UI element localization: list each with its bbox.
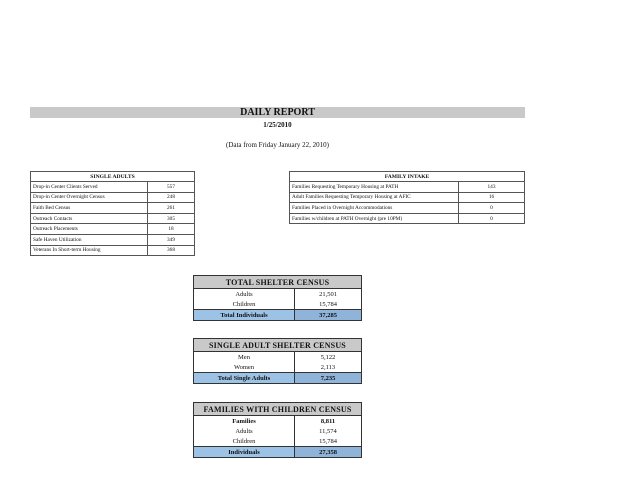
table-row <box>31 213 195 224</box>
total-shelter-census-table <box>193 275 362 321</box>
row-value: 261 <box>148 203 195 214</box>
table-row <box>31 182 195 193</box>
single-adults-table <box>30 171 195 256</box>
table-row <box>31 245 195 256</box>
row-value: 557 <box>148 182 195 193</box>
total-label: Individuals <box>194 447 295 458</box>
single-adult-shelter-census-table <box>193 338 362 384</box>
total-row <box>194 373 362 384</box>
row-label: Women <box>194 362 295 373</box>
row-value: 21,501 <box>295 289 362 300</box>
row-value: 15,784 <box>295 436 362 447</box>
row-value: 143 <box>459 182 525 193</box>
row-value: 16 <box>459 192 525 203</box>
row-value: 349 <box>148 234 195 245</box>
row-label: Children <box>194 436 295 447</box>
table-row <box>31 192 195 203</box>
row-label: Drop-in Center Overnight Census <box>31 192 148 203</box>
total-value: 27,358 <box>295 447 362 458</box>
row-label: Children <box>194 299 295 310</box>
table-row <box>290 192 525 203</box>
row-value: 11,574 <box>295 426 362 436</box>
row-value: 2,113 <box>295 362 362 373</box>
report-date: 1/25/2010 <box>263 121 292 129</box>
table-row <box>194 352 362 363</box>
total-label: Total Individuals <box>194 310 295 321</box>
total-row <box>194 447 362 458</box>
families-with-children-census-table <box>193 402 362 458</box>
families-with-children-census-header: FAMILIES WITH CHILDREN CENSUS <box>194 403 362 416</box>
total-label: Total Single Adults <box>194 373 295 384</box>
single-adult-shelter-census-header: SINGLE ADULT SHELTER CENSUS <box>194 339 362 352</box>
table-row <box>194 299 362 310</box>
table-row <box>194 436 362 447</box>
row-value: 305 <box>148 213 195 224</box>
report-title: DAILY REPORT <box>30 107 525 118</box>
row-label: Families Placed in Overnight Accommodations <box>290 203 459 214</box>
row-value: 248 <box>148 192 195 203</box>
row-label: Families Requesting Temporary Housing at PATH <box>290 182 459 193</box>
report-subtitle: (Data from Friday January 22, 2010) <box>225 141 330 149</box>
row-label: Outreach Contacts <box>31 213 148 224</box>
total-value: 7,235 <box>295 373 362 384</box>
table-row <box>31 224 195 235</box>
total-row <box>194 310 362 321</box>
table-row <box>290 213 525 224</box>
family-intake-header: FAMILY INTAKE <box>290 172 525 182</box>
table-row <box>31 203 195 214</box>
row-value: 368 <box>148 245 195 256</box>
single-adults-header: SINGLE ADULTS <box>31 172 195 182</box>
row-label: Families w/children at PATH Overnight (pre 10PM) <box>290 213 459 224</box>
row-label: Veterans In Short-term Housing <box>31 245 148 256</box>
table-row <box>290 182 525 193</box>
row-label: Families <box>194 416 295 427</box>
table-row <box>194 362 362 373</box>
row-value: 0 <box>459 213 525 224</box>
table-row <box>194 289 362 300</box>
row-label: Men <box>194 352 295 363</box>
row-value: 18 <box>148 224 195 235</box>
total-shelter-census-header: TOTAL SHELTER CENSUS <box>194 276 362 289</box>
table-row <box>31 234 195 245</box>
family-intake-table <box>289 171 525 224</box>
row-label: Outreach Placements <box>31 224 148 235</box>
row-value: 5,122 <box>295 352 362 363</box>
total-value: 37,285 <box>295 310 362 321</box>
row-label: Adults <box>194 289 295 300</box>
table-row <box>290 203 525 214</box>
table-row <box>194 416 362 427</box>
table-row <box>194 426 362 436</box>
row-label: Adult Families Requesting Temporary Housing at AFIC <box>290 192 459 203</box>
row-label: Adults <box>194 426 295 436</box>
row-value: 8,811 <box>295 416 362 427</box>
row-label: Safe Haven Utilization <box>31 234 148 245</box>
row-label: Drop-in Center Clients Served <box>31 182 148 193</box>
row-label: Faith Bed Census <box>31 203 148 214</box>
row-value: 15,784 <box>295 299 362 310</box>
row-value: 0 <box>459 203 525 214</box>
